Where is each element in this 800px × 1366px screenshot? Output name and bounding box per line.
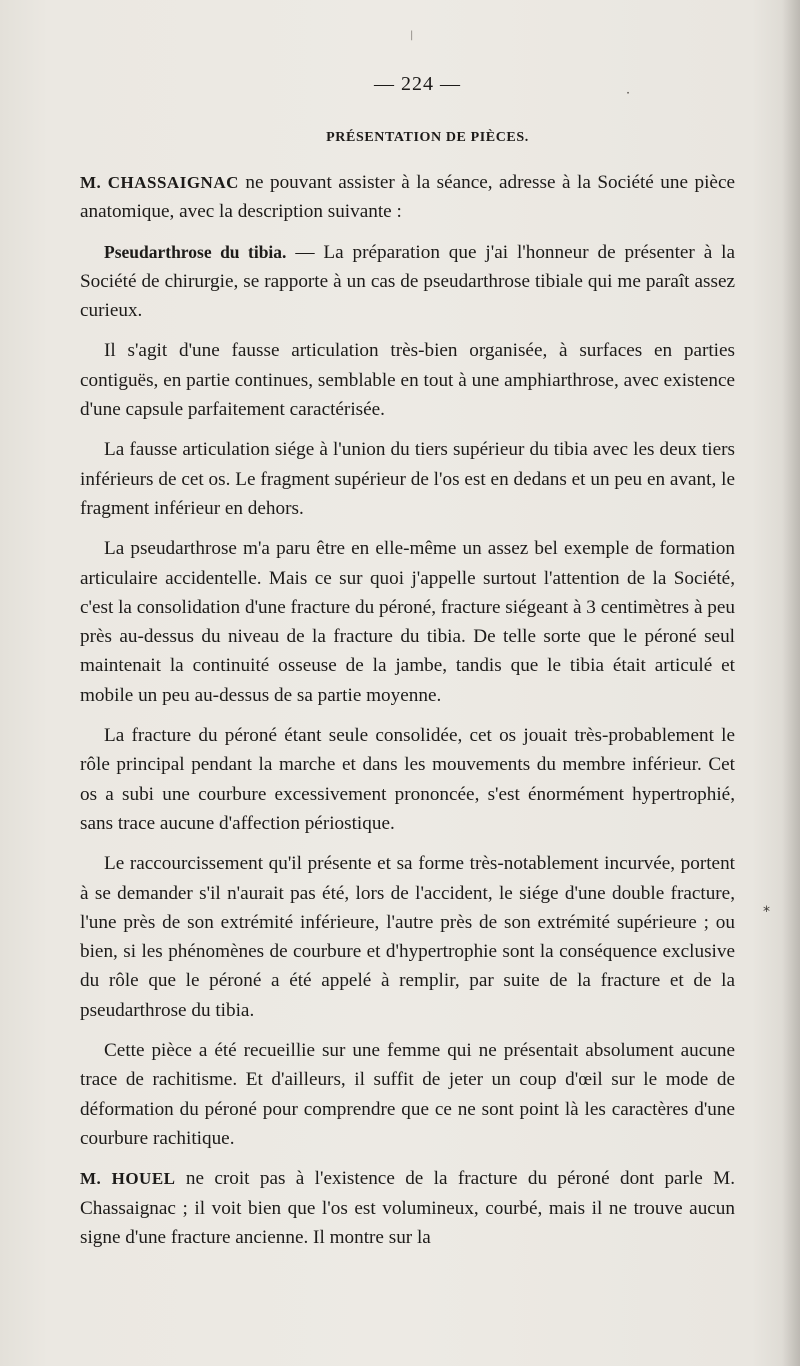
paragraph: Cette pièce a été recueillie sur une femme qui ne présentait absolument aucune trace de rachitisme. Et d'ailleurs, il suffit de jeter un coup d'œil sur le mode de déformation du péroné pour comprendre que ce ne sont point là les caractères d'une courbure rachitique. [80, 1040, 735, 1149]
section-heading: PRÉSENTATION DE PIÈCES. [326, 130, 529, 145]
case-title: Pseudarthrose du tibia. [104, 241, 287, 262]
paragraph: Il s'agit d'une fausse articulation très-bien organisée, à surfaces en parties contiguës, en partie continues, semblable en tout à une amphiarthrose, avec existence d'une capsule parfaitement caractérisée. [80, 340, 735, 421]
margin-mark-star: * [763, 904, 770, 920]
paragraph: La fausse articulation siége à l'union du tiers supérieur du tibia avec les deux tiers inférieurs de cet os. Le fragment supérieur de l'os est en dedans et un peu en avant, le fragment inférieur en dehors. [80, 439, 735, 519]
page-text [80, 68, 735, 1263]
paragraph: Le raccourcissement qu'il présente et sa forme très-notablement incurvée, portent à se demander s'il n'aurait pas été, lors de l'accident, le siége d'une double fracture, l'une près de son extrémité inférieure, l'autre près de son extrémité supérieure ; ou bien, si les phénomènes de courbure et d'hypertrophie sont la conséquence exclusive du rôle que le péroné a été appelé à remplir, par suite de la fracture et de la pseudarthrose du tibia. [80, 853, 735, 1021]
paragraph-chassaignac-intro [80, 168, 735, 227]
paragraph: La fracture du péroné étant seule consolidée, cet os jouait très-probablement le rôle principal pendant la marche et dans les mouvements du membre inférieur. Cet os a subi une courbure excessivement prononcée, s'est énormément hypertrophié, sans trace aucune d'affection périostique. [80, 725, 735, 834]
page-number: — 224 — [374, 73, 461, 95]
print-mark-dot: · [626, 86, 630, 100]
paragraph-case-title [80, 238, 735, 326]
paragraph: La pseudarthrose m'a paru être en elle-même un assez bel exemple de formation articulaire accidentelle. Mais ce sur quoi j'appelle surtout l'attention de la Société, c'est la consolidation d'une fracture du péroné, fracture siégeant à 3 centimètres à peu près au-dessus du niveau de la fracture du tibia. De telle sorte que le péroné seul maintenait la continuité osseuse de la jambe, tandis que le tibia était articulé et mobile un peu au-dessus de sa partie moyenne. [80, 538, 735, 706]
speaker-name: M. HOUEL [80, 1169, 176, 1189]
page-edge-shadow [782, 0, 800, 1366]
print-mark-tick: | [410, 30, 414, 41]
paragraph-houel [80, 1164, 735, 1252]
speaker-name: M. CHASSAIGNAC [80, 173, 239, 192]
paragraph-text: — La préparation que j'ai l'honneur de présenter à la Société de chirurgie, se rapporte à un cas de pseudarthrose tibiale qui me paraît assez curieux. [80, 241, 735, 322]
paragraph-text: ne croit pas à l'existence de la fracture du péroné dont parle M. Chassaignac ; il voit bien que l'os est volumineux, courbé, mais il ne trouve aucun signe d'une fracture ancienne. Il montre sur la [80, 1168, 736, 1248]
paragraph-text: ne pouvant assister à la séance, adresse à la Société une pièce anatomique, avec la description suivante : [80, 172, 735, 223]
